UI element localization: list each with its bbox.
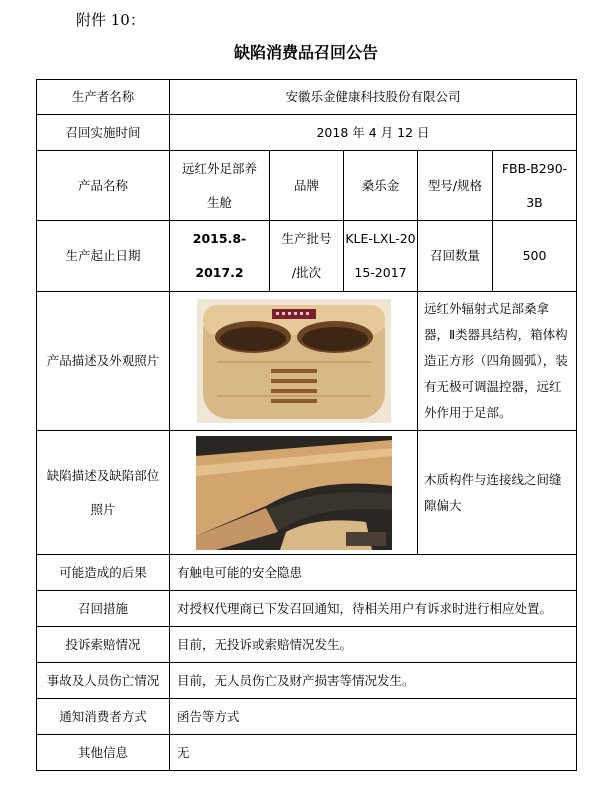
measures-value: 对授权代理商已下发召回通知，待相关用户有诉求时进行相应处置。 [170, 591, 577, 627]
other-label: 其他信息 [37, 735, 170, 771]
model-value [493, 151, 577, 221]
row-notification [37, 699, 577, 735]
recall-date-label: 召回实施时间 [37, 115, 170, 151]
row-manufacturer [37, 80, 577, 115]
consequence-label: 可能造成的后果 [37, 555, 170, 591]
production-dates: 2015.8-2017.2 [170, 221, 270, 292]
brand-value: 桑乐金 [344, 151, 418, 221]
complaints-value: 目前，无投诉或索赔情况发生。 [170, 627, 577, 663]
product-name [170, 151, 270, 221]
product-name-line1: 远红外足部养 [181, 160, 257, 176]
quantity-value: 500 [493, 221, 577, 292]
row-production [37, 221, 577, 292]
description-label: 产品描述及外观照片 [37, 292, 170, 431]
defect-label-line1: 缺陷描述及缺陷部位 [46, 467, 160, 483]
batch-label-line1: 生产批号 [281, 231, 332, 246]
batch-value [344, 221, 418, 292]
product-label: 产品名称 [37, 151, 170, 221]
notification-value: 函告等方式 [170, 699, 577, 735]
complaints-label: 投诉索赔情况 [37, 627, 170, 663]
recall-date-value: 2018 年 4 月 12 日 [170, 115, 577, 151]
batch-label [270, 221, 344, 292]
model-line1: FBB-B290- [501, 160, 568, 176]
row-complaints [37, 627, 577, 663]
quantity-label: 召回数量 [418, 221, 493, 292]
page-title: 缺陷消费品召回公告 [233, 43, 378, 62]
row-recall-date [37, 115, 577, 151]
batch-line1: KLE-LXL-20 [345, 231, 416, 246]
batch-label-line2: /批次 [291, 265, 322, 280]
defect-label-line2: 照片 [90, 501, 116, 517]
manufacturer-label: 生产者名称 [37, 80, 170, 115]
accidents-label: 事故及人员伤亡情况 [37, 663, 170, 699]
model-line2: 3B [526, 194, 543, 210]
defect-text: 木质构件与连接线之间缝隙偏大 [418, 431, 577, 555]
notification-label: 通知消费者方式 [37, 699, 170, 735]
row-defect [37, 431, 577, 555]
batch-line2: 15-2017 [354, 265, 407, 280]
product-photo [197, 299, 391, 423]
recall-notice-table [36, 79, 577, 771]
manufacturer-value: 安徽乐金健康科技股份有限公司 [170, 80, 577, 115]
defect-photo [196, 436, 392, 550]
row-description [37, 292, 577, 431]
defect-photo-cell [170, 431, 418, 555]
model-label: 型号/规格 [418, 151, 493, 221]
defect-label [37, 431, 170, 555]
accidents-value: 目前，无人员伤亡及财产损害等情况发生。 [170, 663, 577, 699]
consequence-value: 有触电可能的安全隐患 [170, 555, 577, 591]
product-name-line2: 生舱 [206, 194, 232, 210]
row-consequence [37, 555, 577, 591]
other-value: 无 [170, 735, 577, 771]
attachment-label: 附件 10： [76, 11, 145, 29]
row-other [37, 735, 577, 771]
description-text: 远红外辐射式足部桑拿器，Ⅱ类器具结构，箱体构造正方形（四角圆弧），装有无极可调温控器，远红外作用于足部。 [418, 292, 577, 431]
row-accidents [37, 663, 577, 699]
row-measures [37, 591, 577, 627]
row-product [37, 151, 577, 221]
production-label: 生产起止日期 [37, 221, 170, 292]
product-photo-cell [170, 292, 418, 431]
brand-label: 品牌 [270, 151, 344, 221]
measures-label: 召回措施 [37, 591, 170, 627]
